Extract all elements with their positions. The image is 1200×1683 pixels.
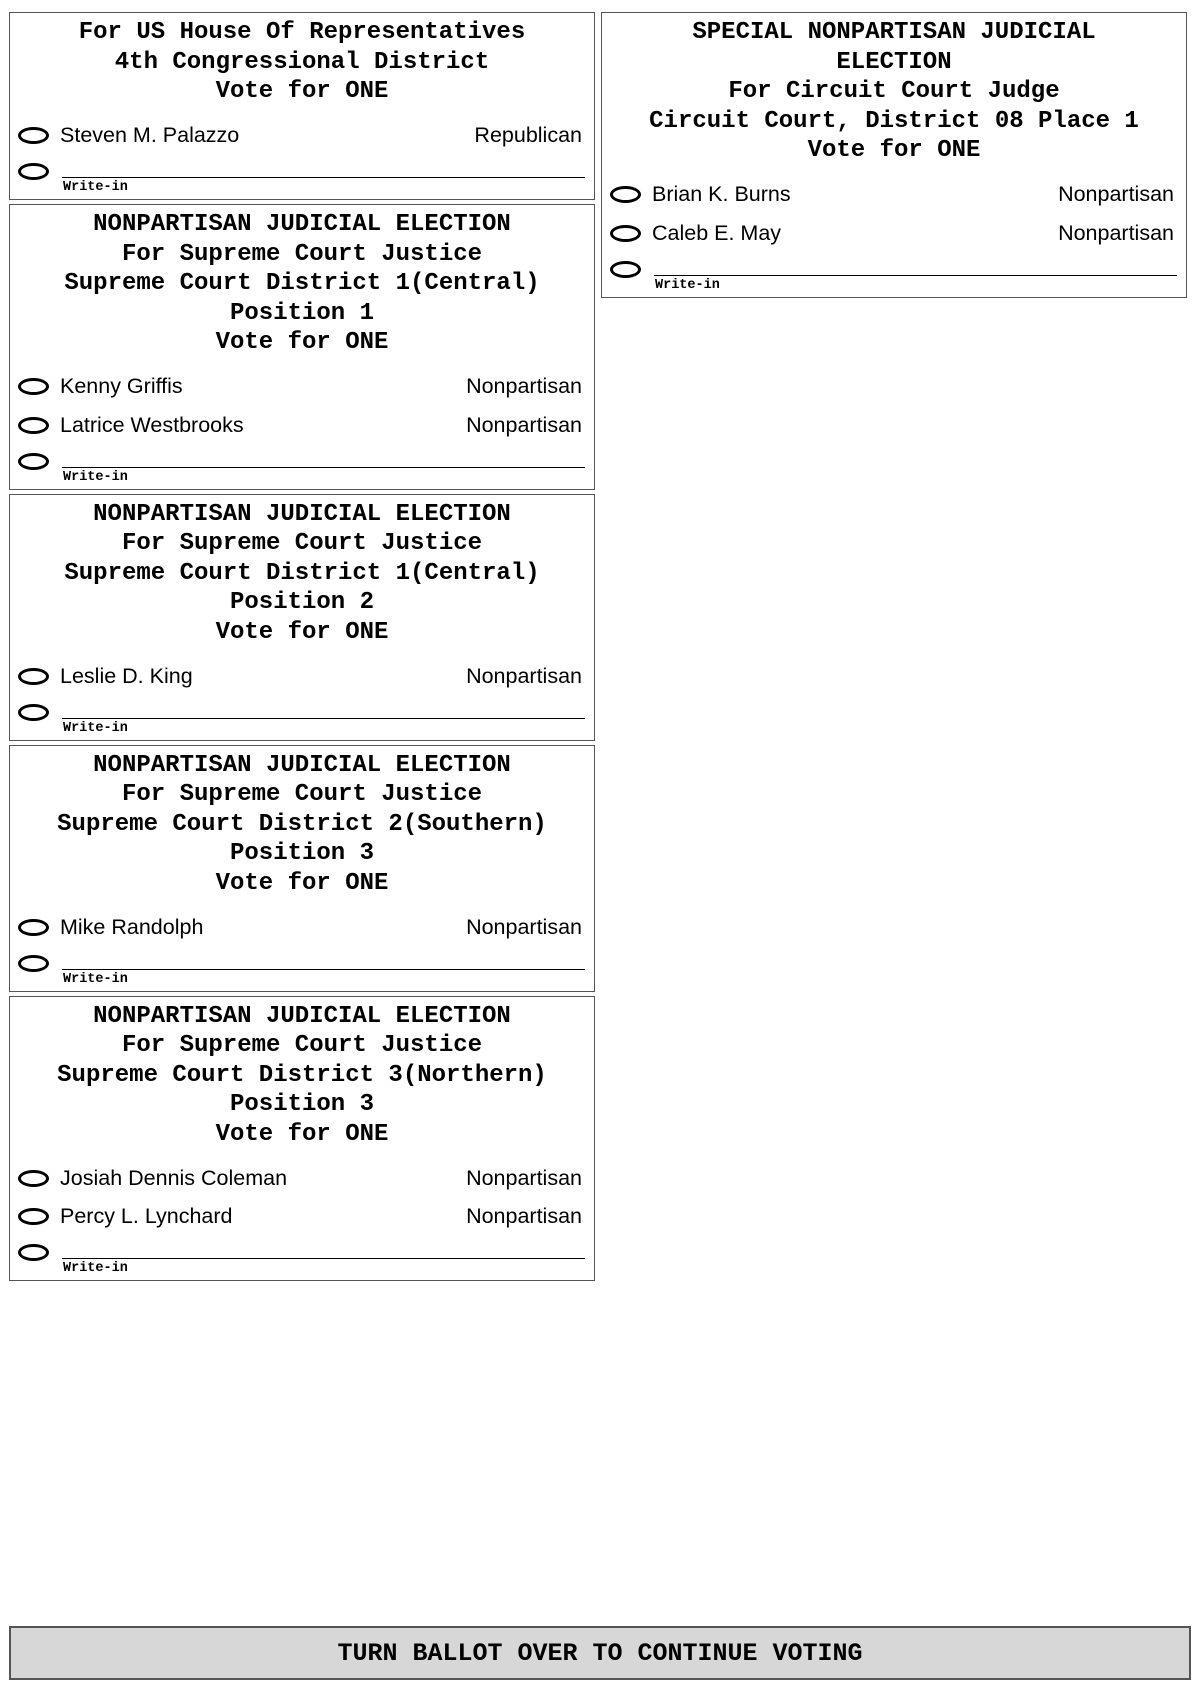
- vote-oval[interactable]: [18, 668, 49, 685]
- candidate-party: Nonpartisan: [466, 412, 582, 437]
- candidate-name: Brian K. Burns: [652, 182, 791, 207]
- vote-oval[interactable]: [610, 186, 641, 203]
- writein-row[interactable]: [602, 253, 1186, 297]
- header-line: For US House Of Representatives: [78, 19, 526, 46]
- candidate-name: Steven M. Palazzo: [60, 123, 240, 148]
- candidate-party: Nonpartisan: [1058, 220, 1174, 245]
- writein-line[interactable]: [62, 718, 585, 719]
- writein-label: Write-in: [63, 971, 128, 987]
- contest-supreme-d1-p2: [9, 494, 595, 741]
- header-line: Supreme Court District 2(Southern): [57, 810, 547, 838]
- writein-line[interactable]: [62, 467, 585, 468]
- ballot-column-right: [601, 12, 1187, 302]
- candidate-party: Nonpartisan: [466, 663, 582, 688]
- writein-row[interactable]: [10, 696, 594, 740]
- header-line: Vote for ONE: [215, 869, 389, 897]
- candidate-party: Nonpartisan: [466, 1204, 582, 1229]
- candidate-party: Nonpartisan: [466, 374, 582, 399]
- writein-label: Write-in: [63, 720, 128, 736]
- header-line: Position 3: [229, 1091, 375, 1118]
- writein-oval[interactable]: [18, 453, 49, 470]
- header-line: Vote for ONE: [215, 78, 389, 105]
- header-line: Position 1: [229, 299, 375, 327]
- contest-header: [10, 746, 594, 909]
- contest-header: [10, 13, 594, 117]
- contest-header: [10, 495, 594, 658]
- candidate-name: Caleb E. May: [652, 220, 782, 245]
- candidate-name: Percy L. Lynchard: [60, 1204, 233, 1229]
- candidate-row[interactable]: [602, 176, 1186, 215]
- writein-label: Write-in: [63, 469, 128, 485]
- header-line: Supreme Court District 1(Central): [64, 270, 540, 297]
- vote-oval[interactable]: [610, 225, 641, 242]
- header-line: Vote for ONE: [215, 329, 389, 356]
- candidate-row[interactable]: [602, 214, 1186, 253]
- candidate-party: Nonpartisan: [466, 1165, 582, 1190]
- writein-label: Write-in: [63, 180, 128, 195]
- writein-oval[interactable]: [18, 163, 49, 180]
- candidate-name: Mike Randolph: [60, 914, 204, 939]
- candidate-row[interactable]: [10, 406, 594, 445]
- header-line: Vote for ONE: [215, 1120, 389, 1148]
- candidate-name: Leslie D. King: [60, 663, 193, 688]
- writein-oval[interactable]: [18, 955, 49, 972]
- header-line: Vote for ONE: [807, 137, 981, 164]
- header-line: Supreme Court District 3(Northern): [57, 1061, 547, 1089]
- candidate-row[interactable]: [10, 368, 594, 407]
- contest-supreme-d1-p1: [9, 204, 595, 490]
- writein-row[interactable]: [10, 445, 594, 489]
- header-line: Position 2: [229, 589, 375, 616]
- header-line: For Circuit Court Judge: [728, 78, 1060, 105]
- candidate-row[interactable]: [10, 908, 594, 947]
- header-line: SPECIAL NONPARTISAN JUDICIAL: [692, 19, 1096, 46]
- header-line: For Supreme Court Justice: [121, 1032, 483, 1059]
- candidate-name: Latrice Westbrooks: [60, 412, 244, 437]
- writein-line[interactable]: [62, 1258, 585, 1259]
- vote-oval[interactable]: [18, 1170, 49, 1187]
- vote-oval[interactable]: [18, 378, 49, 395]
- writein-oval[interactable]: [18, 1244, 49, 1261]
- candidate-row[interactable]: [10, 1159, 594, 1198]
- candidate-name: Kenny Griffis: [60, 374, 183, 399]
- candidate-party: Nonpartisan: [466, 914, 582, 939]
- writein-label: Write-in: [655, 277, 720, 293]
- writein-oval[interactable]: [18, 704, 49, 721]
- header-line: Position 3: [229, 840, 375, 867]
- contest-circuit-d08-p1: [601, 12, 1187, 298]
- contest-header: [10, 205, 594, 368]
- contest-header: [10, 997, 594, 1160]
- turn-ballot-over-banner: TURN BALLOT OVER TO CONTINUE VOTING: [9, 1626, 1191, 1680]
- candidate-row[interactable]: [10, 657, 594, 696]
- header-line: NONPARTISAN JUDICIAL ELECTION: [93, 500, 511, 528]
- contest-supreme-d3-p3: [9, 996, 595, 1282]
- header-line: 4th Congressional District: [114, 48, 490, 76]
- candidate-party: Republican: [474, 123, 582, 148]
- header-line: Circuit Court, District 08 Place 1: [649, 107, 1139, 135]
- writein-row[interactable]: [10, 155, 594, 199]
- header-line: ELECTION: [836, 48, 952, 76]
- contest-us-house: [9, 12, 595, 200]
- writein-line[interactable]: [62, 969, 585, 970]
- header-line: Vote for ONE: [215, 618, 389, 646]
- contest-header: [602, 13, 1186, 176]
- writein-line[interactable]: [62, 177, 585, 178]
- header-line: NONPARTISAN JUDICIAL ELECTION: [93, 1002, 511, 1030]
- candidate-party: Nonpartisan: [1058, 182, 1174, 207]
- vote-oval[interactable]: [18, 919, 49, 936]
- writein-row[interactable]: [10, 1236, 594, 1280]
- candidate-row[interactable]: [10, 117, 594, 156]
- vote-oval[interactable]: [18, 1208, 49, 1225]
- header-line: Supreme Court District 1(Central): [64, 559, 540, 587]
- candidate-row[interactable]: [10, 1198, 594, 1237]
- vote-oval[interactable]: [18, 417, 49, 434]
- header-line: For Supreme Court Justice: [121, 240, 483, 268]
- writein-label: Write-in: [63, 1261, 128, 1276]
- header-line: For Supreme Court Justice: [121, 781, 483, 808]
- candidate-name: Josiah Dennis Coleman: [60, 1165, 288, 1190]
- ballot-column-left: [9, 12, 595, 1285]
- writein-line[interactable]: [654, 275, 1177, 276]
- writein-oval[interactable]: [610, 261, 641, 278]
- vote-oval[interactable]: [18, 127, 49, 144]
- header-line: For Supreme Court Justice: [121, 530, 483, 557]
- writein-row[interactable]: [10, 947, 594, 991]
- contest-supreme-d2-p3: [9, 745, 595, 992]
- header-line: NONPARTISAN JUDICIAL ELECTION: [93, 751, 511, 779]
- header-line: NONPARTISAN JUDICIAL ELECTION: [93, 211, 511, 238]
